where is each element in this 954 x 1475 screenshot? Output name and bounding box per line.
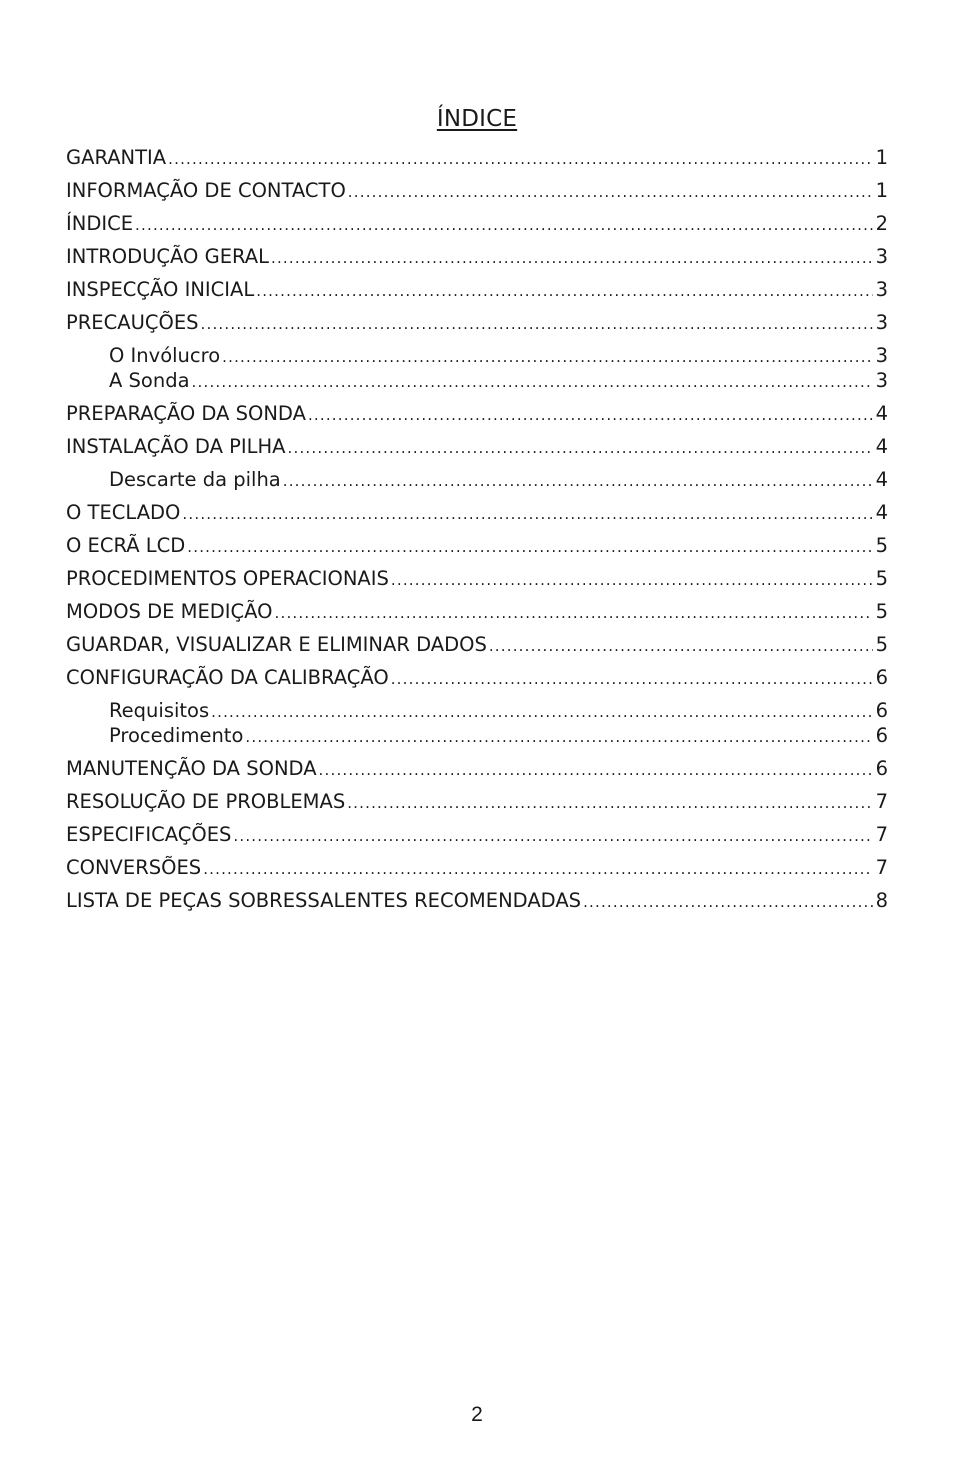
toc-dot-leader [275, 600, 873, 626]
toc-entry-label: PRECAUÇÕES [66, 311, 199, 334]
toc-subentry[interactable] [109, 343, 888, 369]
toc-entry[interactable] [66, 822, 888, 848]
toc-entry-label: LISTA DE PEÇAS SOBRESSALENTES RECOMENDADAS [66, 889, 582, 912]
toc-dot-leader [187, 534, 872, 560]
toc-dot-leader [192, 369, 873, 395]
toc-entry[interactable] [66, 500, 888, 526]
toc-entry-label: PREPARAÇÃO DA SONDA [66, 402, 306, 425]
toc-dot-leader [288, 435, 873, 461]
toc-dot-leader [201, 311, 873, 337]
toc-entry-page: 6 [875, 699, 888, 722]
toc-entry-page: 4 [875, 501, 888, 524]
toc-entry-label: O ECRÃ LCD [66, 534, 186, 557]
toc-entry-page: 5 [875, 567, 888, 590]
toc-entry[interactable] [66, 401, 888, 427]
toc-entry-page: 2 [875, 212, 888, 235]
toc-entry-page: 3 [875, 344, 888, 367]
toc-entry[interactable] [66, 145, 888, 171]
toc-subentry[interactable] [109, 368, 888, 394]
toc-entry-page: 6 [875, 724, 888, 747]
toc-subentry[interactable] [109, 467, 888, 493]
page-title: ÍNDICE [436, 106, 518, 132]
toc-entry-label: Descarte da pilha [109, 468, 281, 491]
toc-entry-page: 6 [875, 757, 888, 780]
toc-dot-leader [347, 790, 872, 816]
toc-dot-leader [348, 179, 873, 205]
toc-entry[interactable] [66, 434, 888, 460]
toc-entry-label: INSTALAÇÃO DA PILHA [66, 435, 286, 458]
toc-entry-label: ESPECIFICAÇÕES [66, 823, 232, 846]
toc-entry-page: 8 [875, 889, 888, 912]
toc-entry-page: 3 [875, 311, 888, 334]
toc-dot-leader [233, 823, 872, 849]
page-number: 2 [471, 1403, 483, 1426]
toc-entry[interactable] [66, 310, 888, 336]
toc-dot-leader [211, 699, 872, 725]
toc-dot-leader [283, 468, 873, 494]
toc-entry[interactable] [66, 533, 888, 559]
toc-entry[interactable] [66, 211, 888, 237]
toc-dot-leader [319, 757, 873, 783]
toc-entry[interactable] [66, 566, 888, 592]
toc-entry-page: 3 [875, 245, 888, 268]
toc-entry-label: GUARDAR, VISUALIZAR E ELIMINAR DADOS [66, 633, 487, 656]
toc-entry-label: INFORMAÇÃO DE CONTACTO [66, 179, 346, 202]
toc-dot-leader [391, 666, 873, 692]
toc-dot-leader [308, 402, 873, 428]
toc-entry-label: INTRODUÇÃO GERAL [66, 245, 269, 268]
toc-entry-label: CONVERSÕES [66, 856, 202, 879]
toc-entry-page: 1 [875, 179, 888, 202]
toc-dot-leader [203, 856, 872, 882]
toc-entry-page: 1 [875, 146, 888, 169]
toc-entry-page: 4 [875, 402, 888, 425]
toc-entry-label: MODOS DE MEDIÇÃO [66, 600, 273, 623]
toc-dot-leader [245, 724, 872, 750]
toc-entry-label: O TECLADO [66, 501, 181, 524]
toc-entry-label: MANUTENÇÃO DA SONDA [66, 757, 317, 780]
toc-entry-label: Requisitos [109, 699, 210, 722]
toc-entry-page: 7 [875, 790, 888, 813]
toc-entry[interactable] [66, 178, 888, 204]
toc-dot-leader [168, 146, 872, 172]
toc-entry-label: INSPECÇÃO INICIAL [66, 278, 255, 301]
toc-entry-label: Procedimento [109, 724, 244, 747]
toc-dot-leader [583, 889, 873, 915]
toc-entry-label: CONFIGURAÇÃO DA CALIBRAÇÃO [66, 666, 389, 689]
toc-entry-label: A Sonda [109, 369, 190, 392]
toc-entry-page: 3 [875, 278, 888, 301]
toc-dot-leader [256, 278, 872, 304]
toc-dot-leader [182, 501, 872, 527]
toc-entry[interactable] [66, 244, 888, 270]
toc-entry-page: 5 [875, 600, 888, 623]
toc-entry[interactable] [66, 855, 888, 881]
toc-entry-page: 6 [875, 666, 888, 689]
toc-entry-label: PROCEDIMENTOS OPERACIONAIS [66, 567, 389, 590]
toc-dot-leader [222, 344, 872, 370]
toc-entry-page: 5 [875, 534, 888, 557]
toc-entry-label: ÍNDICE [66, 212, 134, 235]
toc-entry[interactable] [66, 756, 888, 782]
toc-entry-page: 4 [875, 468, 888, 491]
toc-dot-leader [271, 245, 873, 271]
toc-dot-leader [489, 633, 873, 659]
toc-entry-page: 7 [875, 856, 888, 879]
toc-entry-page: 4 [875, 435, 888, 458]
toc-entry[interactable] [66, 277, 888, 303]
toc-subentry[interactable] [109, 698, 888, 724]
toc-entry-page: 5 [875, 633, 888, 656]
toc-entry-page: 3 [875, 369, 888, 392]
toc-subentry[interactable] [109, 723, 888, 749]
toc-entry-label: RESOLUÇÃO DE PROBLEMAS [66, 790, 346, 813]
toc-entry[interactable] [66, 632, 888, 658]
toc-entry[interactable] [66, 665, 888, 691]
toc-entry-page: 7 [875, 823, 888, 846]
toc-entry-label: O Invólucro [109, 344, 221, 367]
toc-entry-label: GARANTIA [66, 146, 167, 169]
toc-dot-leader [135, 212, 873, 238]
toc-entry[interactable] [66, 789, 888, 815]
toc-dot-leader [391, 567, 873, 593]
toc-entry[interactable] [66, 888, 888, 914]
toc-entry[interactable] [66, 599, 888, 625]
